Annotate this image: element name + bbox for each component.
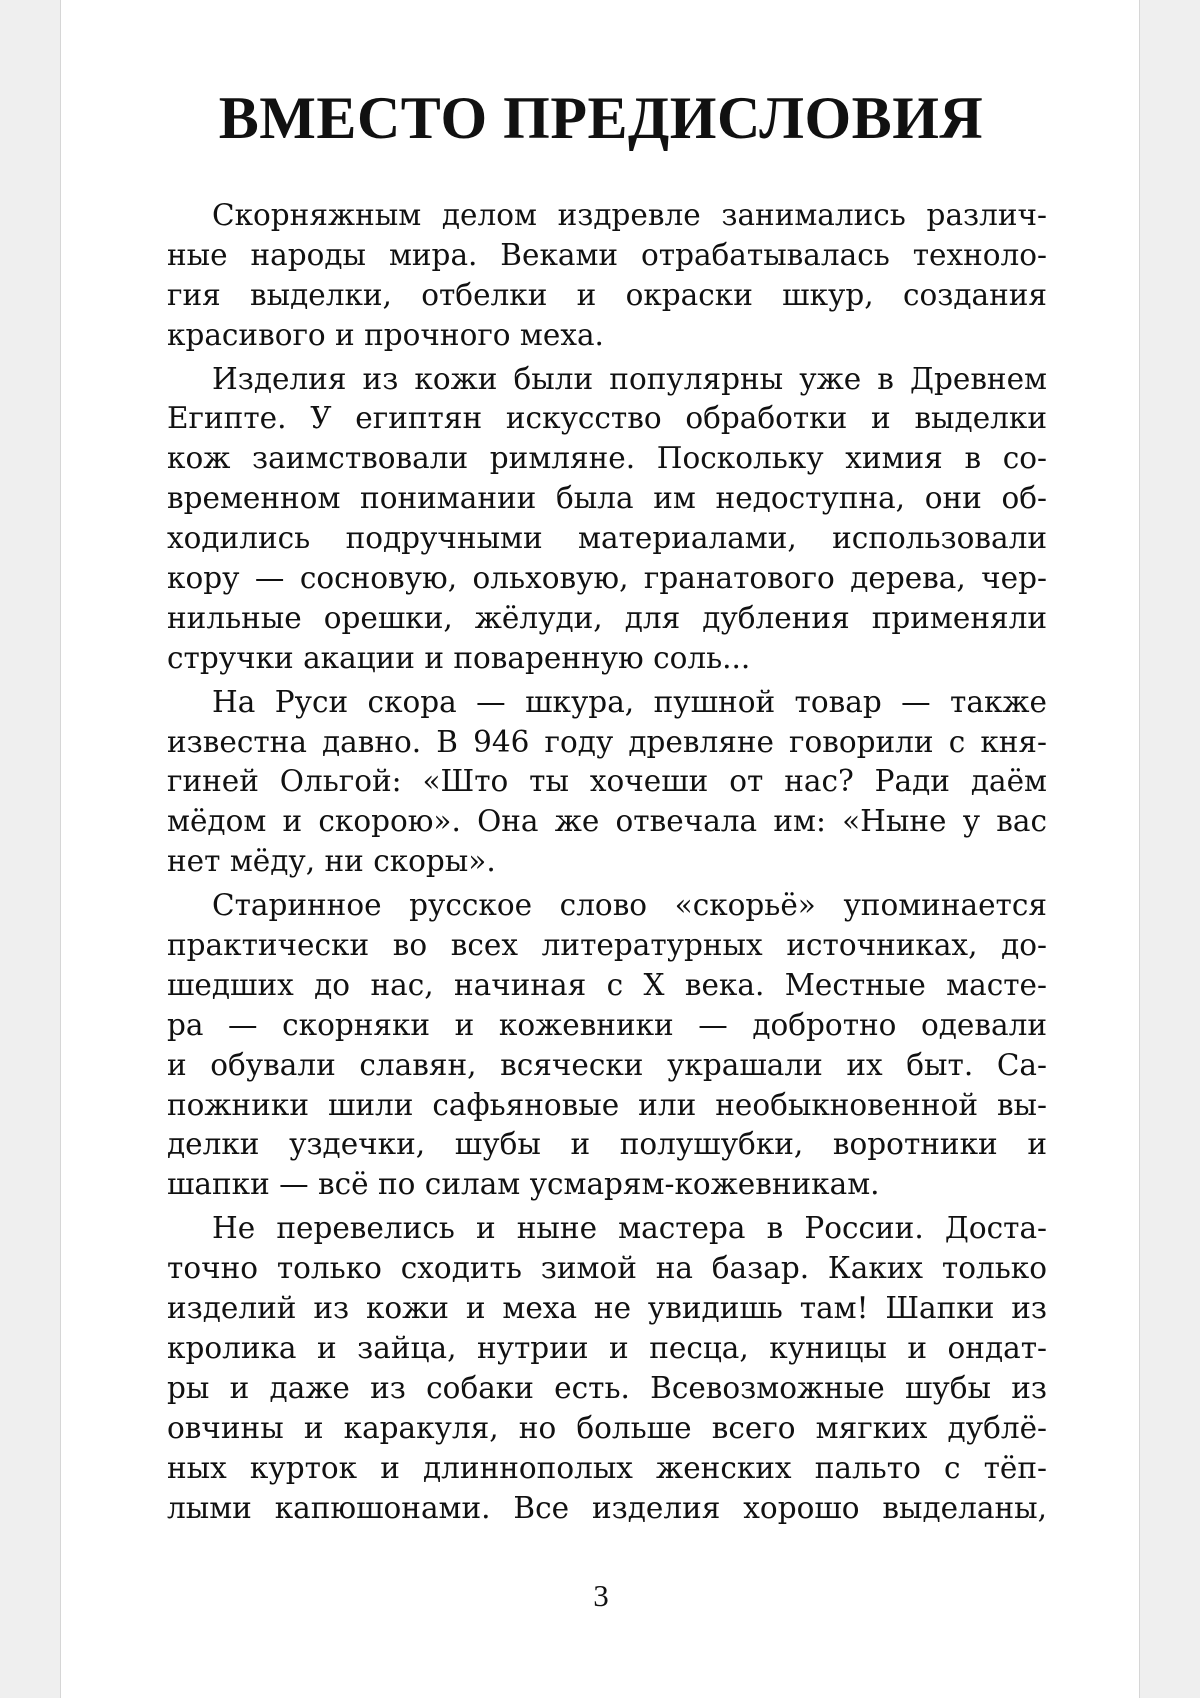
text-line: нильные орешки, жёлуди, для дубления применяли [167,600,1047,635]
text-line: стручки акации и поваренную соль... [167,640,751,675]
text-line: ных курток и длиннополых женских пальто с тёп- [167,1450,1047,1485]
paragraph-4 [167,886,1047,1205]
text-line: Скорняжным делом издревле занимались различ- [212,198,1047,232]
text-line: известна давно. В 946 году древляне говорили с кня- [167,724,1047,759]
text-line: ходились подручными материалами, использовали [167,521,1047,556]
text-line: Египте. У египтян искусство обработки и выделки [167,401,1047,436]
page-number: 3 [593,1578,609,1613]
text-line: нет мёду, ни скоры». [167,844,496,879]
text-line: Старинное русское слово «скорьё» упоминается [212,888,1047,923]
text-line: делки уздечки, шубы и полушубки, воротники и [167,1127,1047,1162]
text-line: шедших до нас, начиная с X века. Местные масте- [167,967,1047,1002]
chapter-title: ВМЕСТО ПРЕДИСЛОВИЯ [218,85,984,151]
text-line: гиней Ольгой: «Што ты хочеши от нас? Ради даём [167,764,1047,799]
text-line: На Руси скора — шкура, пушной товар — также [212,684,1047,719]
text-line: временном понимании была им недоступна, они об- [167,481,1047,516]
text-line: изделий из кожи и меха не увидишь там! Шапки из [167,1291,1047,1326]
text-line: кору — сосновую, ольховую, гранатового дерева, чер- [167,561,1047,596]
text-line: Изделия из кожи были популярны уже в Древнем [212,361,1047,396]
text-line: красивого и прочного меха. [167,317,604,352]
text-line: и обували славян, всячески украшали их быт. Са- [167,1047,1047,1082]
text-line: точно только сходить зимой на базар. Каких только [167,1251,1047,1286]
text-line: практически во всех литературных источниках, до- [167,928,1047,963]
text-line: ры и даже из собаки есть. Всевозможные шубы из [167,1370,1047,1405]
text-line: кож заимствовали римляне. Поскольку химия в со- [167,441,1047,476]
text-line: мёдом и скорою». Она же отвечала им: «Ныне у вас [167,804,1047,839]
body-text [167,196,1047,1532]
text-line: кролика и зайца, нутрии и песца, куницы и ондат- [167,1330,1047,1365]
paragraph-2 [167,360,1047,679]
text-line: овчины и каракуля, но больше всего мягких дублё- [167,1410,1047,1445]
paragraph-3 [167,683,1047,882]
text-line: пожники шили сафьяновые или необыкновенной вы- [167,1087,1047,1122]
text-line: ра — скорняки и кожевники — добротно одевали [167,1007,1047,1042]
text-line: шапки — всё по силам усмарям-кожевникам. [167,1167,880,1202]
paragraph-1 [167,196,1047,356]
text-line: Не перевелись и ныне мастера в России. Доста- [212,1211,1047,1246]
book-page [60,0,1140,1698]
text-line: ные народы мира. Веками отрабатывалась техноло- [167,237,1047,272]
text-line: гия выделки, отбелки и окраски шкур, создания [167,277,1047,312]
text-line: лыми капюшонами. Все изделия хорошо выделаны, [167,1490,1047,1525]
paragraph-5 [167,1209,1047,1528]
